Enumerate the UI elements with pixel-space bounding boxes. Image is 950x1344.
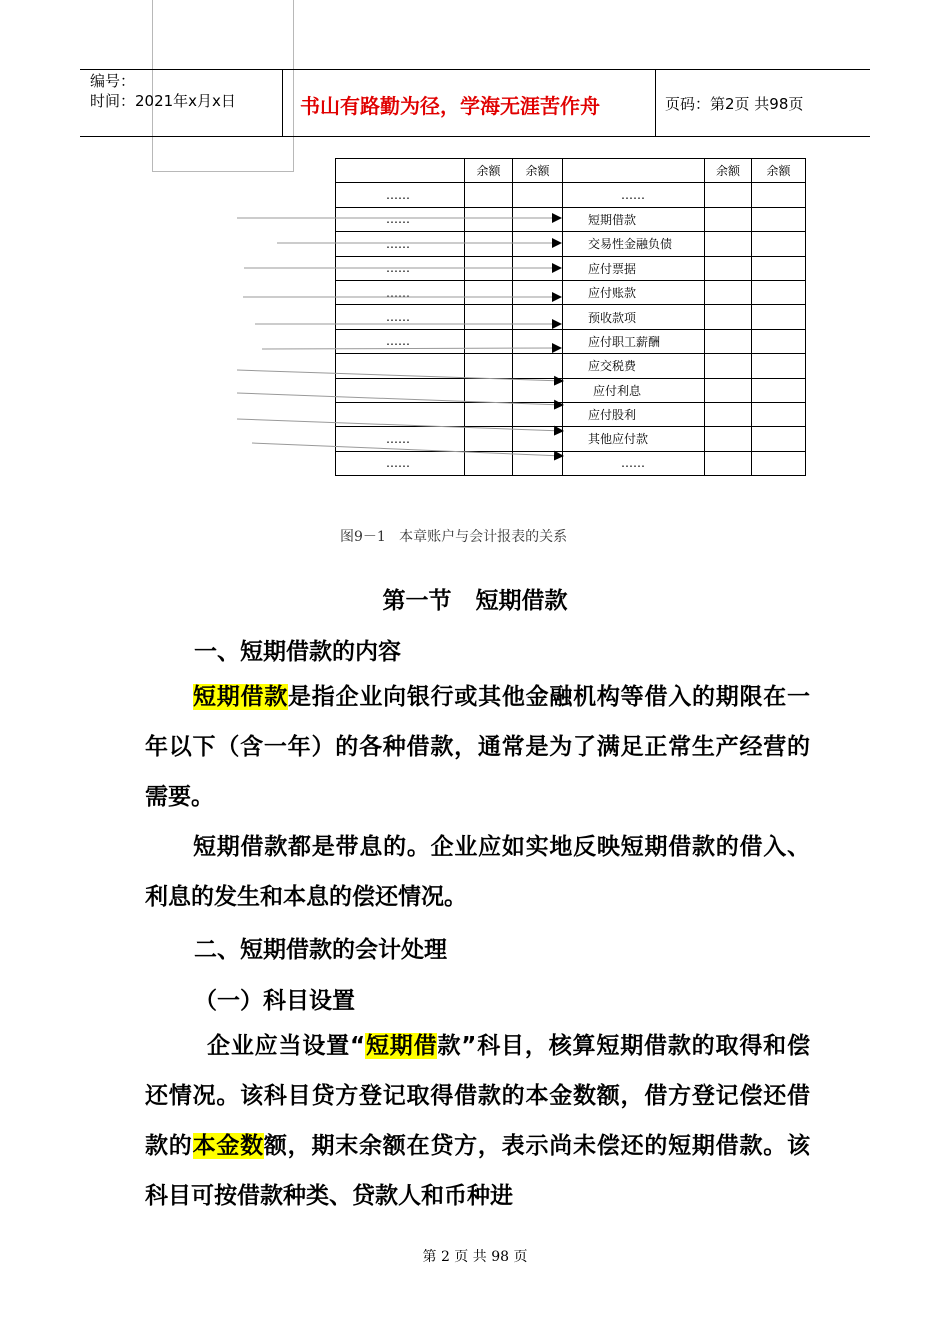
heading-accounting: 二、短期借款的会计处理 [194, 937, 447, 963]
balance-column-header: 余额 [705, 159, 752, 183]
highlighted-term: 本金数 [192, 1133, 264, 1159]
table-row [336, 256, 806, 280]
table-row [336, 427, 806, 451]
table-row [336, 305, 806, 329]
account-name: 其他应付款 [563, 427, 705, 451]
paragraph-definition [145, 672, 810, 822]
account-name: 交易性金融负债 [563, 232, 705, 256]
table-row [336, 207, 806, 231]
table-row [336, 280, 806, 304]
page-code: 页码：第2页 共98页 [665, 95, 804, 113]
table-row [336, 232, 806, 256]
left-item [336, 402, 465, 426]
account-name: 应付利息 [563, 378, 705, 402]
account-name: 应付账款 [563, 280, 705, 304]
account-name: …… [563, 451, 705, 475]
left-item: …… [336, 280, 465, 304]
account-name: 短期借款 [563, 207, 705, 231]
left-item: …… [336, 305, 465, 329]
left-item: …… [336, 329, 465, 353]
header-motto: 书山有路勤为径，学海无涯苦作舟 [300, 94, 600, 118]
table-row [336, 354, 806, 378]
decorative-frame [152, 0, 294, 172]
left-item: …… [336, 207, 465, 231]
table-row [336, 329, 806, 353]
account-name: 预收款项 [563, 305, 705, 329]
paragraph-interest: 短期借款都是带息的。企业应如实地反映短期借款的借入、利息的发生和本息的偿还情况。 [145, 834, 810, 910]
table-cell [336, 159, 465, 183]
left-item: …… [336, 427, 465, 451]
document-time-label: 时间：2021年x月x日 [90, 92, 236, 110]
page-footer: 第 2 页 共 98 页 [422, 1249, 528, 1265]
account-name: 应付股利 [563, 402, 705, 426]
balance-column-header: 余额 [513, 159, 563, 183]
paragraph-text: 额，期末余额在贷方，表示尚未偿还的短期借款。该科目可按借款种类、贷款人和币种进 [145, 1133, 811, 1209]
table-row [336, 402, 806, 426]
heading-content: 一、短期借款的内容 [194, 639, 401, 665]
header-bottom-rule [80, 136, 870, 137]
table-header-row [336, 159, 806, 183]
paragraph-text: 款”科目，核算短期借款的取得和偿还情况。该科目贷方登记取得借款的本金数额，借方登记偿还借款的 [145, 1033, 811, 1159]
header-divider [655, 69, 656, 136]
left-item: …… [336, 183, 465, 207]
document-number-label: 编号： [90, 72, 136, 90]
figure-caption: 图9－1 本章账户与会计报表的关系 [340, 529, 568, 545]
table-row [336, 378, 806, 402]
left-item: …… [336, 451, 465, 475]
left-item [336, 378, 465, 402]
account-name: 应付票据 [563, 256, 705, 280]
paragraph-subject [145, 1021, 810, 1221]
highlighted-term: 短期借款 [193, 684, 289, 710]
left-item: …… [336, 232, 465, 256]
left-item: …… [336, 256, 465, 280]
header-divider [282, 69, 283, 136]
balance-column-header: 余额 [752, 159, 806, 183]
paragraph-text: 是指企业向银行或其他金融机构等借入的期限在一年以下（含一年）的各种借款，通常是为了满足正常生产经营的需要。 [145, 684, 811, 810]
section-title: 第一节 短期借款 [382, 588, 568, 614]
account-name: …… [563, 183, 705, 207]
heading-subject-setup: （一）科目设置 [194, 988, 355, 1014]
balance-column-header: 余额 [465, 159, 513, 183]
left-item [336, 354, 465, 378]
table-row [336, 183, 806, 207]
highlighted-term: 短期借 [365, 1033, 438, 1059]
account-relationship-table [335, 158, 806, 476]
header-top-rule [80, 69, 870, 70]
table-cell [563, 159, 705, 183]
paragraph-text: 企业应当设置“ [207, 1033, 366, 1059]
account-name: 应交税费 [563, 354, 705, 378]
table-row [336, 451, 806, 475]
account-name: 应付职工薪酬 [563, 329, 705, 353]
